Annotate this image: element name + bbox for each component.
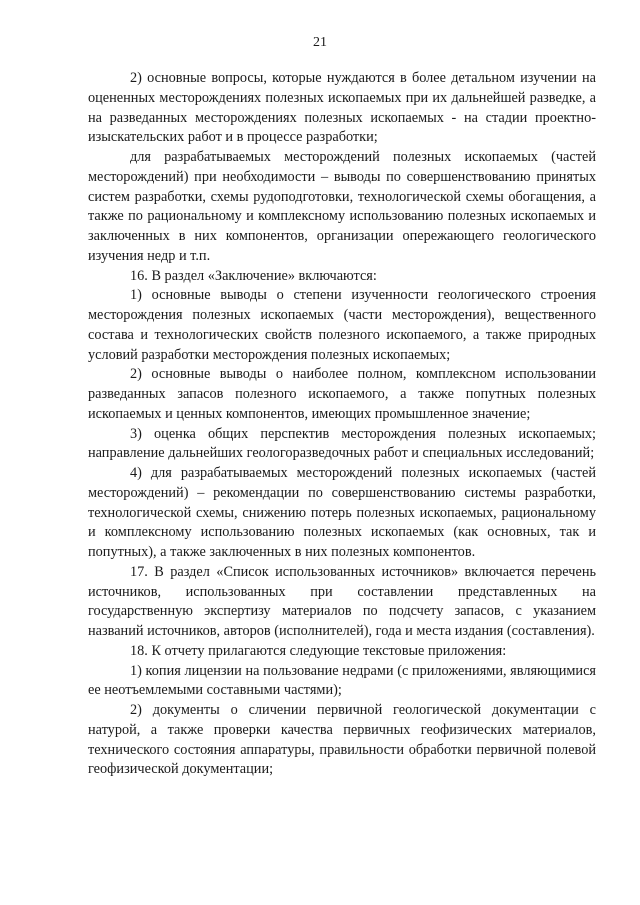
paragraph-16-item-4: 4) для разрабатываемых месторождений полезных ископаемых (частей месторождений) – рекомендации по совершенствованию системы разработки, технологической схемы, снижению потерь полезных ископаемых, рациональному и комплексному использованию полезных ископаемых (как основных, так и попутных), а также заключенных в них полезных компонентов.: [88, 465, 596, 560]
paragraph-18-item-2: 2) документы о сличении первичной геологической документации с натурой, а также проверки качества первичных геофизических материалов, технического состояния аппаратуры, правильности обработки первичной полевой геофизической документации;: [88, 702, 596, 778]
page-number: 21: [313, 35, 327, 50]
paragraph-section-18-heading: 18. К отчету прилагаются следующие текстовые приложения:: [130, 642, 507, 659]
paragraph-developed-deposits-conclusions: для разрабатываемых месторождений полезных ископаемых (частей месторождений) при необходимости – выводы по совершенствованию принятых систем разработки, схемы рудоподготовки, технологической схемы обогащения, а также по рациональному и комплексному использованию полезных ископаемых и заключенных в них компонентов, организации опережающего геологического изучения недр и т.п.: [88, 149, 596, 264]
paragraph-16-item-3: 3) оценка общих перспектив месторождения полезных ископаемых; направление дальнейших геологоразведочных работ и специальных исследований;: [88, 425, 596, 462]
paragraph-16-item-1: 1) основные выводы о степени изученности геологического строения месторождения полезных ископаемых (части месторождения), вещественного состава и технологических свойств полезного ископаемого, а также природных условий разработки месторождения полезных ископаемых;: [88, 287, 596, 363]
page-body: [88, 69, 596, 780]
paragraph-16-item-2: 2) основные выводы о наиболее полном, комплексном использовании разведанных запасов полезного ископаемого, а также попутных полезных ископаемых и ценных компонентов, имеющих промышленное значение;: [88, 366, 596, 422]
paragraph-section-17: 17. В раздел «Список использованных источников» включается перечень источников, использованных при составлении представленных на государственную экспертизу материалов по подсчету запасов, с указанием названий источников, авторов (исполнителей), года и места издания (составления).: [88, 563, 596, 639]
paragraph-item-2-main-questions: 2) основные вопросы, которые нуждаются в более детальном изучении на оцененных месторождениях полезных ископаемых при их дальнейшей разведке, а на разведанных месторождениях полезных ископаемых - на стадии проектно-изыскательских работ и в процессе разработки;: [88, 70, 596, 146]
paragraph-18-item-1: 1) копия лицензии на пользование недрами (с приложениями, являющимися ее неотъемлемыми составными частями);: [88, 662, 596, 699]
paragraph-section-16-heading: 16. В раздел «Заключение» включаются:: [130, 267, 377, 284]
